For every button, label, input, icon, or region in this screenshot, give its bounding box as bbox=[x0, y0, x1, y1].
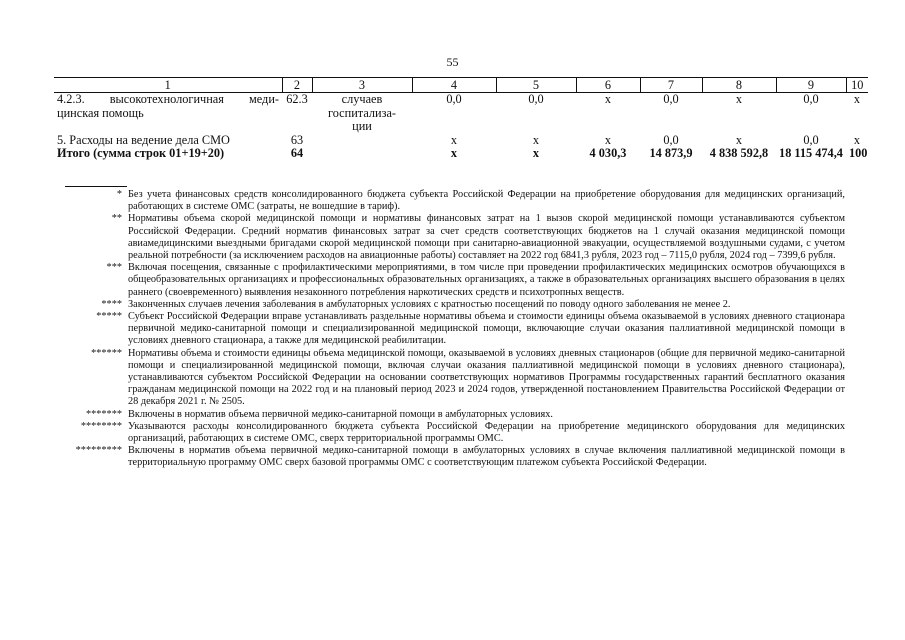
cell: x bbox=[532, 132, 540, 147]
col-header: 6 bbox=[576, 78, 640, 93]
footnote bbox=[56, 348, 845, 409]
footnote-separator bbox=[65, 186, 127, 187]
col-header: 1 bbox=[54, 78, 282, 93]
cell bbox=[312, 147, 412, 161]
row-unit-line: случаев bbox=[341, 92, 383, 106]
footnote-mark: **** bbox=[101, 298, 122, 310]
cell: 0,0 bbox=[663, 92, 679, 106]
col-header: 7 bbox=[640, 78, 702, 93]
footnote-mark: ******* bbox=[85, 408, 122, 420]
table-row-total bbox=[54, 147, 868, 161]
footnote-mark: ****** bbox=[91, 347, 122, 359]
footnote-mark: * bbox=[116, 189, 122, 200]
row-unit-line: ции bbox=[352, 119, 372, 133]
cell bbox=[312, 134, 412, 148]
footnote bbox=[56, 445, 845, 469]
col-header: 5 bbox=[496, 78, 576, 93]
footnote-mark: *** bbox=[106, 262, 122, 274]
footnote bbox=[56, 189, 845, 213]
footnote-text: Без учета финансовых средств консолидированного бюджета субъекта Российской Федерации на приобретение оборудования для медицинских организаций, работающих в системе ОМС (затраты, не вошедшие в тариф). bbox=[128, 189, 845, 213]
footnote bbox=[56, 213, 845, 262]
footnote-text: Субъект Российской Федерации вправе устанавливать раздельные нормативы объема и стоимости единицы объема оказываемой в условиях дневного стационара первичной медико-санитарной помощи и специализированной медицинской помощи, включающие случаи оказания паллиативной медицинской помощи в условиях дневного стационара, а также для медицинской реабилитации. bbox=[128, 311, 845, 347]
footnote bbox=[56, 311, 845, 348]
cell: 4 030,3 bbox=[589, 146, 627, 160]
row-name: 5. Расходы на ведение дела СМО bbox=[57, 132, 230, 147]
cell: x bbox=[735, 92, 743, 106]
footnote-text: Нормативы объема скорой медицинской помощи и нормативы финансовых затрат на 1 вызов скорой медицинской помощи устанавливаются субъектом Российской Федерации. Средний норматив финансовых затрат за счет средств соответствующих бюджетов на 1 случай оказания медицинской помощи авиамедицинскими выездными бригадами скорой медицинской помощи при санитарно-авиационной эвакуации, осуществляемой воздушными судами, с учетом реальной потребности (за исключением расходов на авиационные работы) составляет на 2022 год 6841,3 рубля, 2023 год – 7115,0 рубля, 2024 год – 7399,6 рубля. bbox=[128, 213, 845, 262]
col-header: 9 bbox=[776, 78, 846, 93]
row-code: 62.3 bbox=[286, 92, 308, 106]
cell: 0,0 bbox=[803, 132, 819, 147]
footnote-text: Включены в норматив объема первичной медико-санитарной помощи в амбулаторных условиях. bbox=[128, 408, 553, 420]
cell: x bbox=[735, 132, 743, 147]
cell: x bbox=[853, 132, 861, 147]
cell: 18 115 474,4 bbox=[779, 146, 843, 160]
col-header: 8 bbox=[702, 78, 776, 93]
footnote bbox=[56, 299, 845, 311]
cell: 100 bbox=[849, 146, 868, 160]
row-name: Итого (сумма строк 01+19+20) bbox=[57, 146, 225, 160]
cell: 14 873,9 bbox=[649, 146, 693, 160]
footnote-text: Включая посещения, связанные с профилактическими мероприятиями, в том числе при проведении профилактических медицинских осмотров обучающихся в общеобразовательных организациях и профессиональных образовательных организациях, а также в образовательных организациях высшего образования в целях раннего (своевременного) выявления незаконного потребления наркотических средств и психотропных веществ. bbox=[128, 262, 845, 298]
footnote-mark: ***** bbox=[96, 311, 122, 323]
data-table bbox=[54, 77, 868, 161]
row-unit bbox=[312, 93, 412, 134]
footnote-text: Указываются расходы консолидированного бюджета субъекта Российской Федерации на приобретение медицинского оборудования для медицинских организаций, работающих в системе ОМС, сверх территориальной программы ОМС. bbox=[128, 420, 845, 445]
row-name-line: 4.2.3. высокотехнологичная меди- bbox=[57, 92, 279, 106]
page-number: 55 bbox=[446, 55, 459, 69]
footnote-mark: ********* bbox=[75, 445, 122, 457]
col-header: 3 bbox=[312, 78, 412, 93]
footnote-text: Нормативы объема и стоимости единицы объема медицинской помощи, оказываемой в условиях дневных стационаров (общие для первичной медико-санитарной помощи и специализированной медицинской помощи, включая случаи оказания паллиативной медицинской помощи в условиях дневного стационара), устанавливаются субъектом Российской Федерации на основании соответствующих нормативов Программы государственных гарантий бесплатного оказания гражданам медицинской помощи на 2022 год и на плановый период 2023 и 2024 годов, утвержденной постановлением Правительства Российской Федерации от 28 декабря 2021 г. № 2505. bbox=[128, 347, 845, 408]
row-name bbox=[54, 93, 282, 134]
table-row bbox=[54, 93, 868, 134]
table-row bbox=[54, 134, 868, 148]
cell: 0,0 bbox=[446, 92, 462, 106]
footnotes bbox=[56, 189, 845, 470]
cell: 4 838 592,8 bbox=[709, 146, 769, 160]
cell: x bbox=[604, 92, 612, 106]
cell: x bbox=[853, 92, 861, 106]
footnote-mark: ******** bbox=[80, 420, 122, 432]
row-unit-line: госпитализа- bbox=[327, 105, 397, 120]
cell: 0,0 bbox=[803, 92, 819, 106]
footnote bbox=[56, 409, 845, 421]
footnote bbox=[56, 421, 845, 445]
footnote-text: Включены в норматив объема первичной медико-санитарной помощи в амбулаторных условиях в случае включения паллиативной медицинской помощи в территориальную программу ОМС сверх базовой программы ОМС с соответствующим платежом субъекта Российской Федерации. bbox=[128, 445, 845, 469]
row-code: 64 bbox=[290, 146, 304, 160]
cell: x bbox=[604, 132, 612, 147]
footnote-mark: ** bbox=[111, 213, 122, 225]
cell: x bbox=[450, 132, 458, 147]
cell: 0,0 bbox=[663, 132, 679, 147]
cell: 0,0 bbox=[528, 92, 544, 106]
footnote bbox=[56, 262, 845, 299]
row-name-line: цинская помощь bbox=[57, 105, 144, 120]
col-header: 2 bbox=[282, 78, 312, 93]
col-header: 10 bbox=[846, 78, 868, 93]
cell: x bbox=[450, 146, 458, 160]
table-header-row bbox=[54, 78, 868, 93]
row-code: 63 bbox=[290, 132, 304, 147]
footnote-text: Законченных случаев лечения заболевания в амбулаторных условиях с кратностью посещений по поводу одного заболевания не менее 2. bbox=[128, 298, 731, 310]
col-header: 4 bbox=[412, 78, 496, 93]
cell: x bbox=[532, 146, 540, 160]
